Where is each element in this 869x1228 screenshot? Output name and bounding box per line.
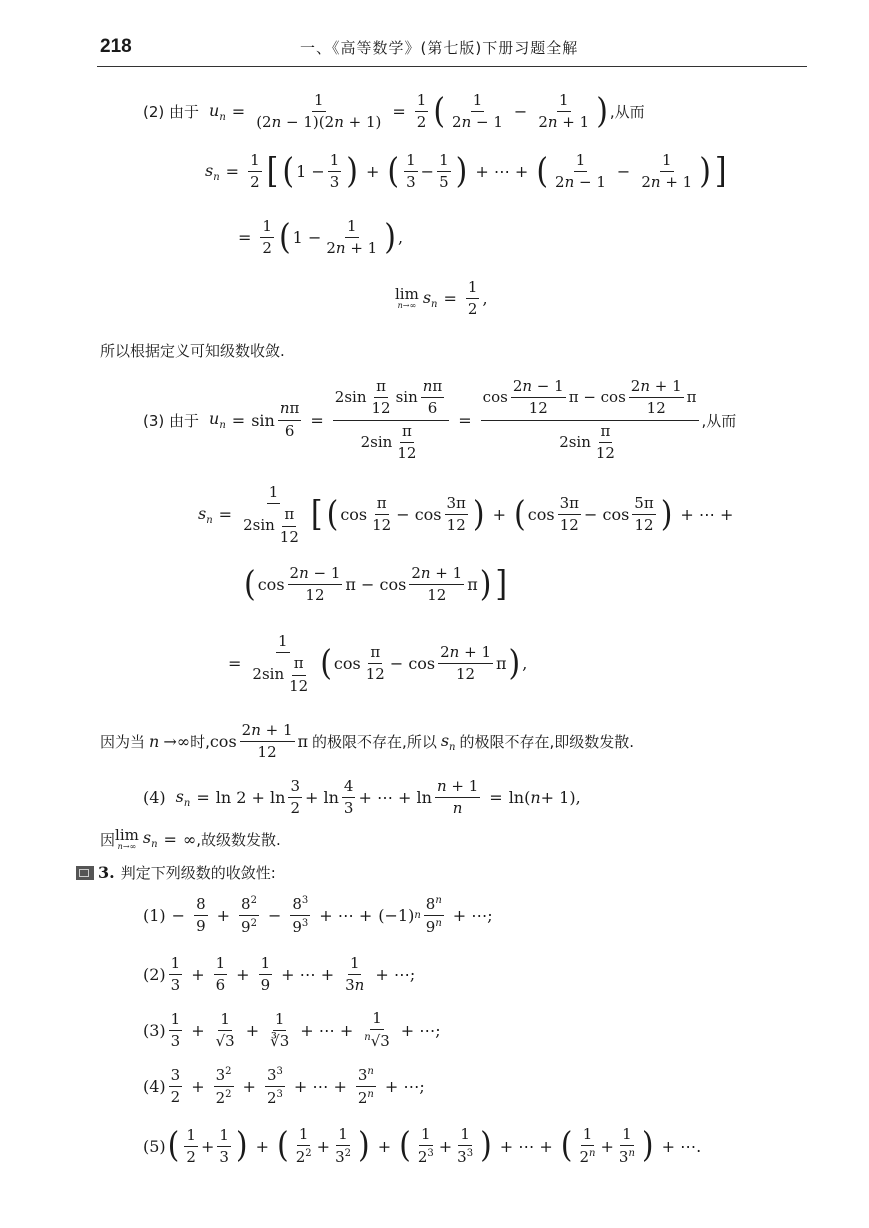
diverge-text-b: 时, [190, 733, 210, 752]
page-number: 218 [100, 36, 132, 57]
formula-3-sn-simplified: = 1 2sin $\frac{\pi}{12}$ ( cos $\frac{\pi}{12}$ − cos $\frac{2n + 1}{12}$ π ) , [228, 632, 528, 695]
label-3: (3) 由于 [143, 411, 200, 430]
conclusion-4: 因 lim n→∞ $s_n$ = ∞ ,故级数发散. [100, 826, 281, 851]
series-3: (3) $\frac{1}{3}$ + $\frac{1}{√3}$ + $\frac{1}{∛3}$ + ⋯ + $\frac{1}{^n√3}$ + ⋯; [143, 1009, 441, 1051]
series-1-label: (1) [143, 906, 166, 926]
exercise-title: 判定下列级数的收敛性: [120, 864, 276, 882]
formula-2-limit: lim n→∞ $s_n$ = $\frac{1}{2}$ , [395, 278, 488, 319]
label-2: (2) 由于 [143, 103, 200, 122]
formula-2-sn: $s_n$ = $\frac{1}{2}$ [ ( 1 − $\frac{1}{3}$ ) + ( $\frac{1}{3}$ − $\frac{1}{5}$ ) + ⋯ + ( $\frac{1}{2n - 1}$ − $\frac{1}{2n + 1}$ ) ] [205, 151, 727, 192]
formula-2-sn-simplified: = $\frac{1}{2}$ ( 1 − $\frac{1}{2n + 1}$ ) , [238, 217, 404, 258]
label-3-tail: ,从而 [701, 411, 737, 430]
conclusion4-text-a: 因 [100, 831, 116, 849]
series-2-label: (2) [143, 965, 166, 985]
conclusion-converge: 所以根据定义可知级数收敛. [100, 342, 285, 360]
series-4-label: (4) [143, 1077, 166, 1097]
conclusion-diverge: 因为当 n →∞ 时, cos $\frac{2n + 1}{12}$ π 的极限不存在,所以 $s_n$ 的极限不存在,即级数发散. [100, 721, 635, 762]
series-5-label: (5) [143, 1136, 166, 1156]
series-3-label: (3) [143, 1020, 166, 1040]
diverge-text-a: 因为当 [100, 733, 146, 752]
diverge-text-d: 的极限不存在,即级数发散. [459, 733, 635, 752]
label-2-tail: ,从而 [609, 103, 645, 122]
exercise-icon [76, 866, 94, 880]
conclusion4-text-b: ,故级数发散. [196, 831, 281, 849]
diverge-text-c: 的极限不存在,所以 [312, 733, 437, 752]
exercise-3-heading [76, 862, 276, 883]
formula-4: (4) $s_n$ = ln 2 + ln $\frac{3}{2}$ + ln $\frac{4}{3}$ + ⋯ + ln $\frac{n + 1}{n}$ = ln( n + 1), [143, 777, 581, 818]
series-5: (5) ( $\frac{1}{2}$ + $\frac{1}{3}$ ) + ( $\frac{1}{2^2}$ + $\frac{1}{3^2}$ ) + ( $\frac{1}{2^3}$ + $\frac{1}{3^3}$ ) + ⋯ + ( $\frac{1}{2^n}$ + $\frac{1}{3^n}$ ) + ⋯. [143, 1125, 702, 1167]
header-rule [97, 66, 807, 67]
series-4: (4) $\frac{3}{2}$ + $\frac{3^2}{2^2}$ + $\frac{3^3}{2^3}$ + ⋯ + $\frac{3^n}{2^n}$ + ⋯; [143, 1066, 425, 1108]
formula-3-sn: $s_n$ = 1 2sin $\frac{\pi}{12}$ [ ( cos $\frac{\pi}{12}$ − cos $\frac{3\pi}{12}$ ) + ( cos $\frac{3\pi}{12}$ − cos $\frac{5\pi}{12}$ ) + ⋯ + [198, 483, 734, 546]
formula-3-un: (3) 由于 $u_n$ = sin $\frac{n\pi}{6}$ = 2sin $\frac{\pi}{12}$ sin $\frac{n\pi}{6}$ 2sin $\frac{\pi}{12}$ = cos $\frac{2n - 1}{12}$ π − cos $\frac{2n + 1}{12}$ π 2sin $\frac{\pi}{12}$ ,从而 [143, 377, 737, 462]
formula-3-sn-cont: ( cos $\frac{2n - 1}{12}$ π − cos $\frac{2n + 1}{12}$ π ) ] [244, 564, 508, 605]
formula-2-un: (2) 由于 $u_n$ = $\frac{1}{(2n - 1)(2n + 1)}$ = $\frac{1}{2}$ ( $\frac{1}{2n - 1}$ − $\frac{1}{2n + 1}$ ) ,从而 [143, 91, 645, 132]
label-4: (4) [143, 788, 166, 808]
running-title: 一、《高等数学》(第七版)下册习题全解 [300, 39, 579, 57]
exercise-number: 3. [98, 863, 115, 882]
series-2: (2) $\frac{1}{3}$ + $\frac{1}{6}$ + $\frac{1}{9}$ + ⋯ + $\frac{1}{3n}$ + ⋯; [143, 954, 416, 995]
series-1: (1) − $\frac{8}{9}$ + $\frac{8^2}{9^2}$ − $\frac{8^3}{9^3}$ + ⋯ + (−1) n $\frac{8^n}{9^n}$ + ⋯; [143, 895, 493, 937]
